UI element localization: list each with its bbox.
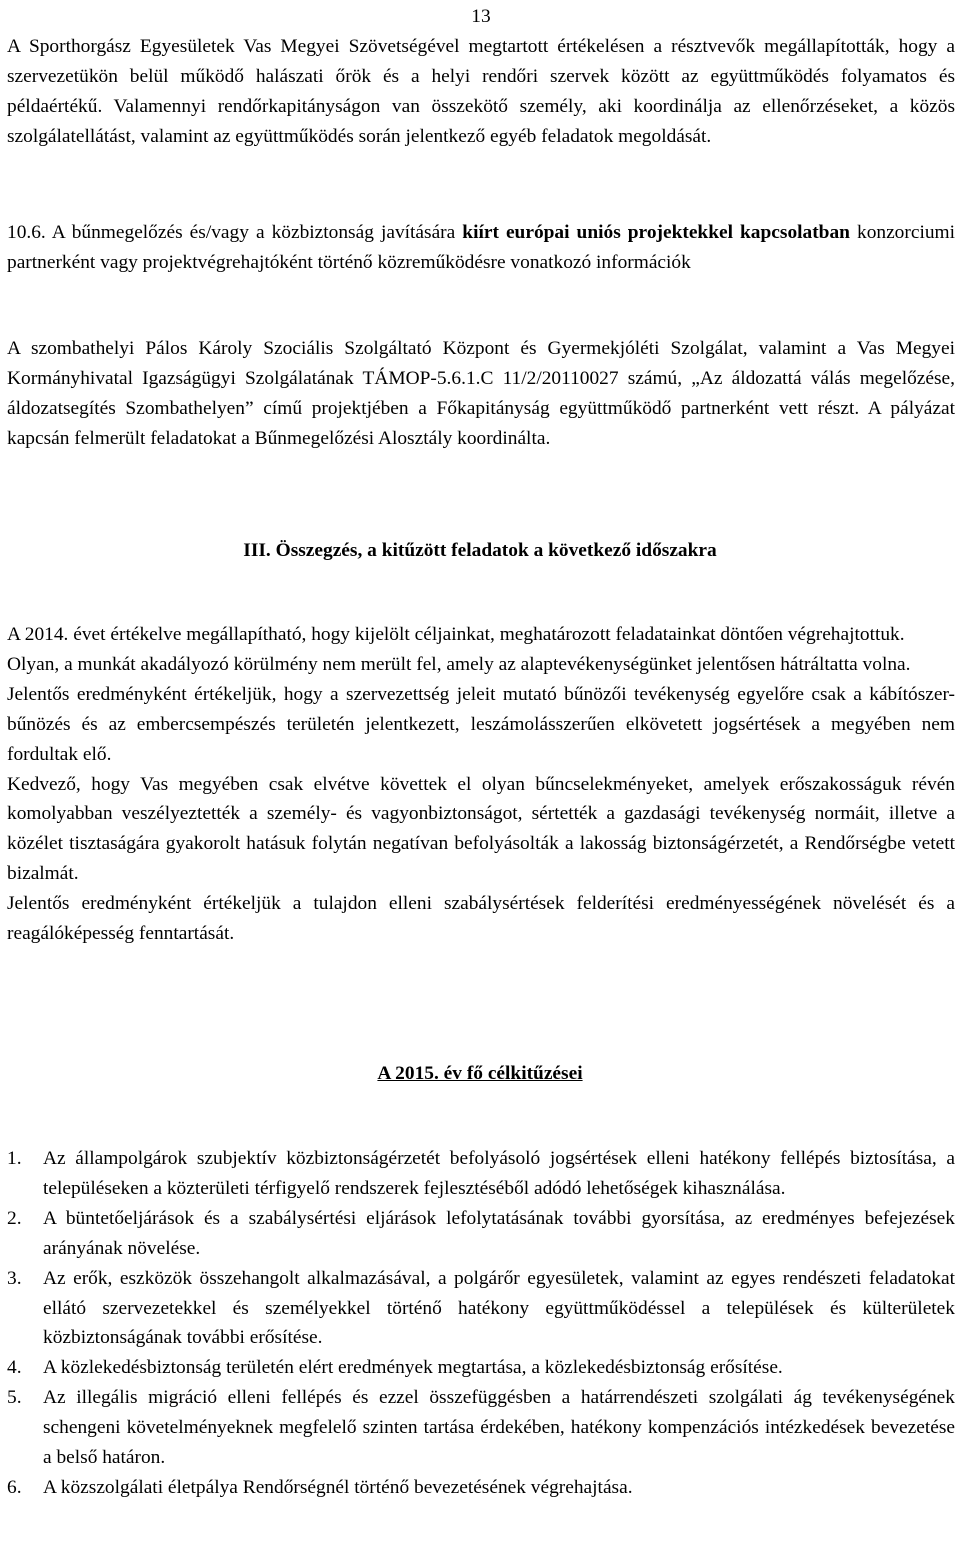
paragraph-project: A szombathelyi Pálos Károly Szociális Szolgáltató Központ és Gyermekjóléti Szolgálat, valamint a Vas Megyei Kormányhivatal Igazságügyi Szolgálatának TÁMOP-5.6.1.C 11/2/20110027 számú, „Az áldozattá válás megelőzése, áldozatsegítés Szombathelyen” című projektjében a Főkapitányság együttműködő partnerként vett részt. A pályázat kapcsán felmerült feladatokat a Bűnmegelőzési Alosztály koordinálta. bbox=[7, 338, 955, 449]
goal-text: A büntetőeljárások és a szabálysértési eljárások lefolytatásának további gyorsítása, az eredményes befejezések arányának növelése. bbox=[43, 1207, 955, 1259]
goal-item bbox=[7, 1383, 955, 1473]
goals-list bbox=[7, 1144, 955, 1503]
section-10-6-bold: kiírt európai uniós projektekkel kapcsolatban bbox=[462, 222, 850, 243]
goal-text: A közszolgálati életpálya Rendőrségnél történő bevezetésének végrehajtása. bbox=[43, 1476, 633, 1498]
section-10-6 bbox=[7, 218, 955, 278]
section-10-6-prefix: 10.6. A bűnmegelőzés és/vagy a közbiztonság javítására bbox=[7, 222, 463, 243]
summary-paragraph: Kedvező, hogy Vas megyében csak elvétve követtek el olyan bűncselekményeket, amelyek erőszakosságuk révén komolyabban veszélyeztették a személy- és vagyonbiztonságot, sértették a gazdasági tevékenység normáit, illetve a közélet tisztaságára gyakorolt hatásuk folytán negatívan befolyásolták a lakosság biztonságérzetét, a Rendőrségbe vetett bizalmát. bbox=[7, 773, 955, 885]
goal-text: Az erők, eszközök összehangolt alkalmazásával, a polgárőr egyesületek, valamint az egyes rendészeti feladatokat ellátó szervezetekkel és személyekkel történő hatékony együttműködéssel a települések és külterületek közbiztonságának további erősítése. bbox=[43, 1267, 955, 1349]
section-10-6-heading bbox=[7, 218, 955, 278]
goal-number: 2. bbox=[7, 1207, 22, 1229]
intro-paragraph bbox=[7, 32, 955, 152]
section-iii-heading: III. Összegzés, a kitűzött feladatok a következő időszakra bbox=[243, 540, 717, 561]
goal-item bbox=[7, 1473, 955, 1503]
goal-number: 4. bbox=[7, 1357, 22, 1379]
goal-text: Az állampolgárok szubjektív közbiztonságérzetét befolyásoló jogsértések elleni hatékony fellépés biztosítása, a településeken a közterületi térfigyelő rendszerek fejlesztéséből adódó lehetőségek kihasználása. bbox=[43, 1148, 955, 1199]
summary-paragraph: Jelentős eredményként értékeljük, hogy a szervezettség jeleit mutató bűnözői tevékenység egyelőre csak a kábítószer-bűnözés és az embercsempészés területén jelentkezett, leszámolásszerűen elkövetett jogsértések a megyében nem fordultak elő. bbox=[7, 683, 955, 765]
summary-paragraph: A 2014. évet értékelve megállapítható, hogy kijelölt céljainkat, meghatározott feladatainkat döntően végrehajtottuk. bbox=[7, 624, 905, 645]
goal-number: 3. bbox=[7, 1267, 22, 1289]
summary-section bbox=[7, 620, 955, 949]
goal-number: 6. bbox=[7, 1476, 22, 1498]
summary-paragraph: Jelentős eredményként értékeljük a tulajdon elleni szabálysértések felderítési eredményességének növelését és a reagálóképesség fenntartását. bbox=[7, 893, 955, 945]
section-10-6-suffix: konzorciumi partnerként vagy projektvégrehajtóként történő közreműködésre vonatkozó információk bbox=[7, 222, 955, 273]
paragraph-fishing-association: A Sporthorgász Egyesületek Vas Megyei Szövetségével megtartott értékelésen a résztvevők megállapították, hogy a szervezetükön belül működő halászati őrök és a helyi rendőri szervek között az együttműködés folyamatos és példaértékű. Valamennyi rendőrkapitányságon van összekötő személy, aki koordinálja az ellenőrzéseket, a közös szolgálatellátást, valamint az együttműködés során jelentkező egyéb feladatok megoldását. bbox=[7, 36, 955, 147]
goal-item bbox=[7, 1264, 955, 1354]
goal-item bbox=[7, 1353, 955, 1383]
goals-2015-heading: A 2015. év fő célkitűzései bbox=[377, 1063, 583, 1084]
goal-number: 5. bbox=[7, 1387, 22, 1409]
goal-item bbox=[7, 1204, 955, 1264]
summary-paragraph: Olyan, a munkát akadályozó körülmény nem merült fel, amely az alaptevékenységünket jelentősen hátráltatta volna. bbox=[7, 653, 911, 675]
project-paragraph bbox=[7, 334, 955, 454]
goal-text: Az illegális migráció elleni fellépés és ezzel összefüggésben a határrendészeti szolgálati ág tevékenységének schengeni követelményeknek megfelelő szinten tartása érdekében, hatékony kompenzációs intézkedések bevezetése a belső határon. bbox=[43, 1387, 955, 1469]
goal-text: A közlekedésbiztonság területén elért eredmények megtartása, a közlekedésbiztonság erősítése. bbox=[43, 1357, 783, 1379]
goal-item bbox=[7, 1144, 955, 1204]
page-number: 13 bbox=[471, 6, 491, 27]
goal-number: 1. bbox=[7, 1148, 22, 1169]
